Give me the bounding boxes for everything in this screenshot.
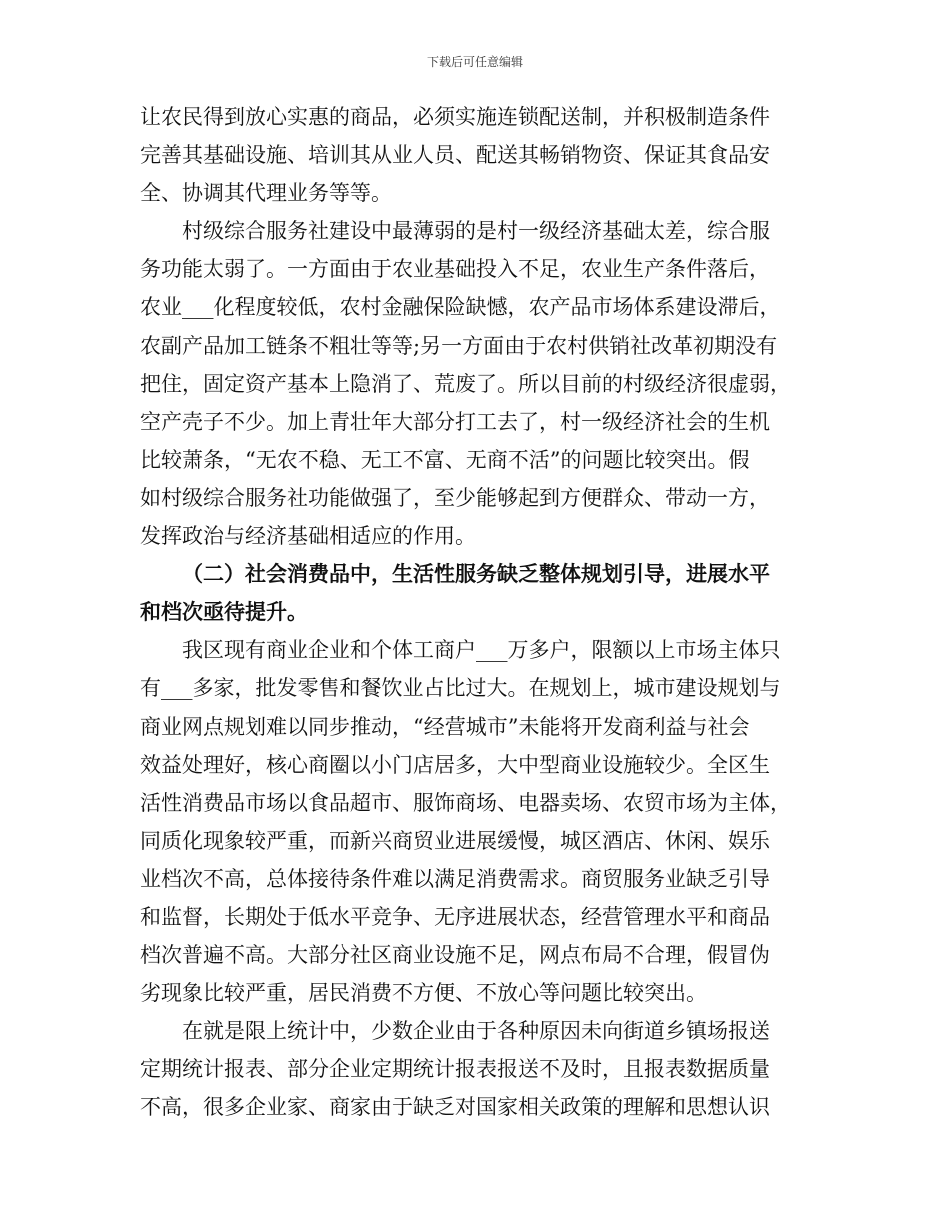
text-line: 让农民得到放心实惠的商品，必须实施连锁配送制，并积极制造条件 (140, 105, 770, 129)
text-line: 活性消费品市场以食品超市、服饰商场、电器卖场、农贸市场为主体， (140, 790, 791, 815)
text-line: 商业网点规划难以同步推动，“经营城市”未能将开发商利益与社会 (140, 714, 750, 739)
section-heading: （二）社会消费品中，生活性服务缺乏整体规划引导，进展水平 (182, 561, 770, 587)
text-line: 业档次不高，总体接待条件难以满足消费需求。商贸服务业缺乏引导 (140, 866, 770, 891)
paragraph-first-line: 我区现有商业企业和个体工商户___万多户，限额以上市场主体只 (182, 638, 781, 663)
text-line: 全、协调其代理业务等等。 (140, 181, 392, 206)
text-line: 档次普遍不高。大部分社区商业设施不足，网点布局不合理，假冒伪 (140, 943, 770, 968)
text-line: 劣现象比较严重，居民消费不方便、不放心等问题比较突出。 (140, 981, 707, 1006)
text-line: 定期统计报表、部分企业定期统计报表报送不及时，且报表数据质量 (140, 1057, 770, 1082)
text-line: 如村级综合服务社功能做强了，至少能够起到方便群众、带动一方， (140, 485, 770, 510)
text-line: 务功能太弱了。一方面由于农业基础投入不足，农业生产条件落后， (140, 257, 770, 282)
text-line: 完善其基础设施、培训其从业人员、配送其畅销物资、保证其食品安 (140, 143, 770, 168)
text-line: 农副产品加工链条不粗壮等等;另一方面由于农村供销社改革初期没有 (140, 333, 778, 358)
text-line: 效益处理好，核心商圈以小门店居多，大中型商业设施较少。全区生 (140, 752, 770, 777)
text-line: 同质化现象较严重，而新兴商贸业进展缓慢，城区酒店、休闲、娱乐 (140, 828, 770, 853)
text-line: 和监督，长期处于低水平竞争、无序进展状态，经营管理水平和商品 (140, 904, 770, 929)
text-line: 有___多家，批发零售和餐饮业占比过大。在规划上，城市建设规划与 (140, 676, 781, 701)
paragraph-first-line: 在就是限上统计中，少数企业由于各种原因未向街道乡镇场报送 (182, 1019, 770, 1044)
text-line: 空产壳子不少。加上青壮年大部分打工去了，村一级经济社会的生机 (140, 409, 770, 434)
text-line: 不高，很多企业家、商家由于缺乏对国家相关政策的理解和思想认识 (140, 1095, 770, 1120)
section-heading: 和档次亟待提升。 (140, 599, 308, 625)
text-line: 把住，固定资产基本上隐消了、荒废了。所以目前的村级经济很虚弱， (140, 371, 791, 396)
text-line: 发挥政治与经济基础相适应的作用。 (140, 524, 476, 549)
document-body (140, 98, 820, 1127)
text-line: 比较萧条，“无农不稳、无工不富、无商不活”的问题比较突出。假 (140, 447, 750, 472)
paragraph-first-line: 村级综合服务社建设中最薄弱的是村一级经济基础太差，综合服 (182, 219, 770, 244)
page-header: 下载后可任意编辑 (426, 55, 523, 69)
text-line: 农业___化程度较低，农村金融保险缺憾，农产品市场体系建设滞后， (140, 295, 781, 320)
